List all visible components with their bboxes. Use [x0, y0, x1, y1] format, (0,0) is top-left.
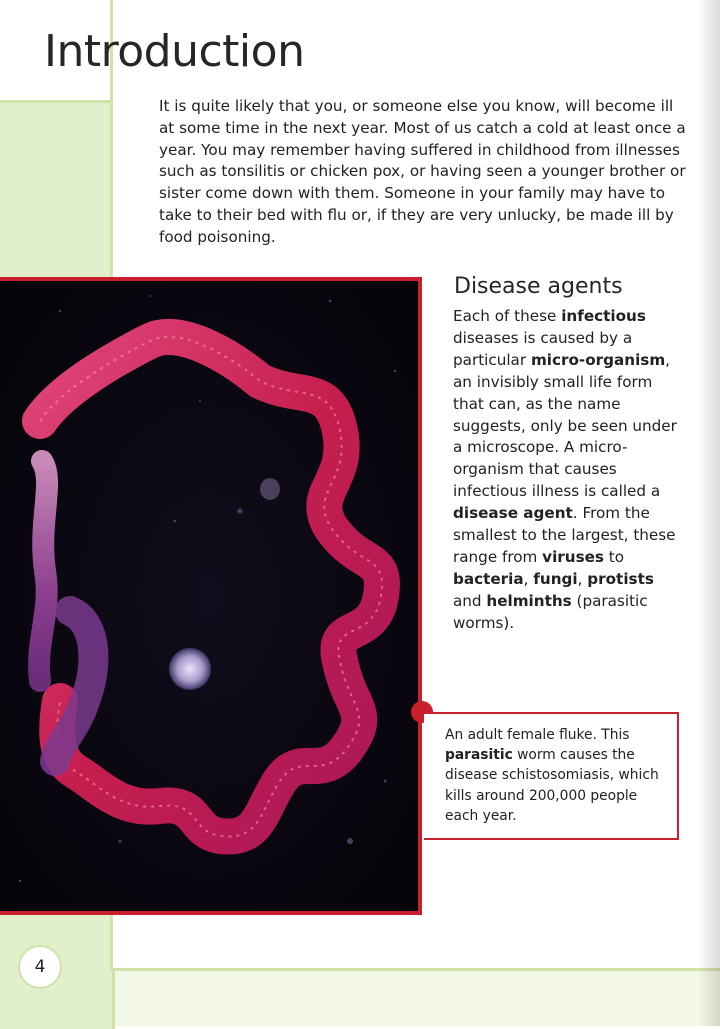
body-segment: , — [523, 569, 534, 588]
photo-caption — [424, 712, 679, 840]
caption-text — [445, 725, 659, 826]
section-body — [453, 306, 685, 635]
page-number: 4 — [18, 945, 62, 989]
fluke-photo — [0, 277, 422, 915]
body-segment: , — [577, 569, 588, 588]
fluke-image — [0, 281, 418, 911]
term-disease-agent: disease agent — [453, 504, 573, 523]
body-segment: Each of these — [453, 307, 562, 325]
term-protists: protists — [587, 569, 654, 588]
term-parasitic: parasitic — [445, 747, 513, 764]
page-gutter-shadow — [698, 0, 720, 1026]
body-segment: to — [603, 547, 625, 566]
term-bacteria: bacteria — [453, 569, 524, 588]
term-micro-organism: micro-organism — [530, 350, 666, 369]
term-fungi: fungi — [533, 569, 578, 588]
term-helminths: helminths — [486, 591, 572, 610]
caption-segment: An adult female fluke. This — [445, 727, 630, 743]
term-viruses: viruses — [542, 547, 604, 566]
body-segment: diseases is caused by a particular — [453, 328, 633, 369]
caption-segment: worm causes the disease schistosomiasis, which kills around 200,000 people each year. — [445, 747, 659, 824]
body-segment: (parasitic worms). — [453, 591, 648, 632]
term-infectious: infectious — [561, 307, 646, 325]
page-title: Introduction — [44, 26, 305, 77]
body-segment: and — [453, 591, 487, 610]
section-heading: Disease agents — [454, 274, 623, 299]
intro-paragraph: It is quite likely that you, or someone else you know, will become ill at some time in the next year. Most of us catch a cold at least once a year. You may remember having suffered in childhood from illnesses such as tonsilitis or chicken pox, or having seen a younger brother or sister come down with them. Someone in your family may have to take to their bed with flu or, if they are very unlucky, be made ill by food poisoning. — [159, 97, 686, 246]
body-segment: . From the smallest to the largest, these range from — [453, 504, 676, 566]
body-segment: , an invisibly small life form that can, as the name suggests, only be seen under a microscope. A micro-organism that causes infectious illness is called a — [453, 350, 677, 501]
